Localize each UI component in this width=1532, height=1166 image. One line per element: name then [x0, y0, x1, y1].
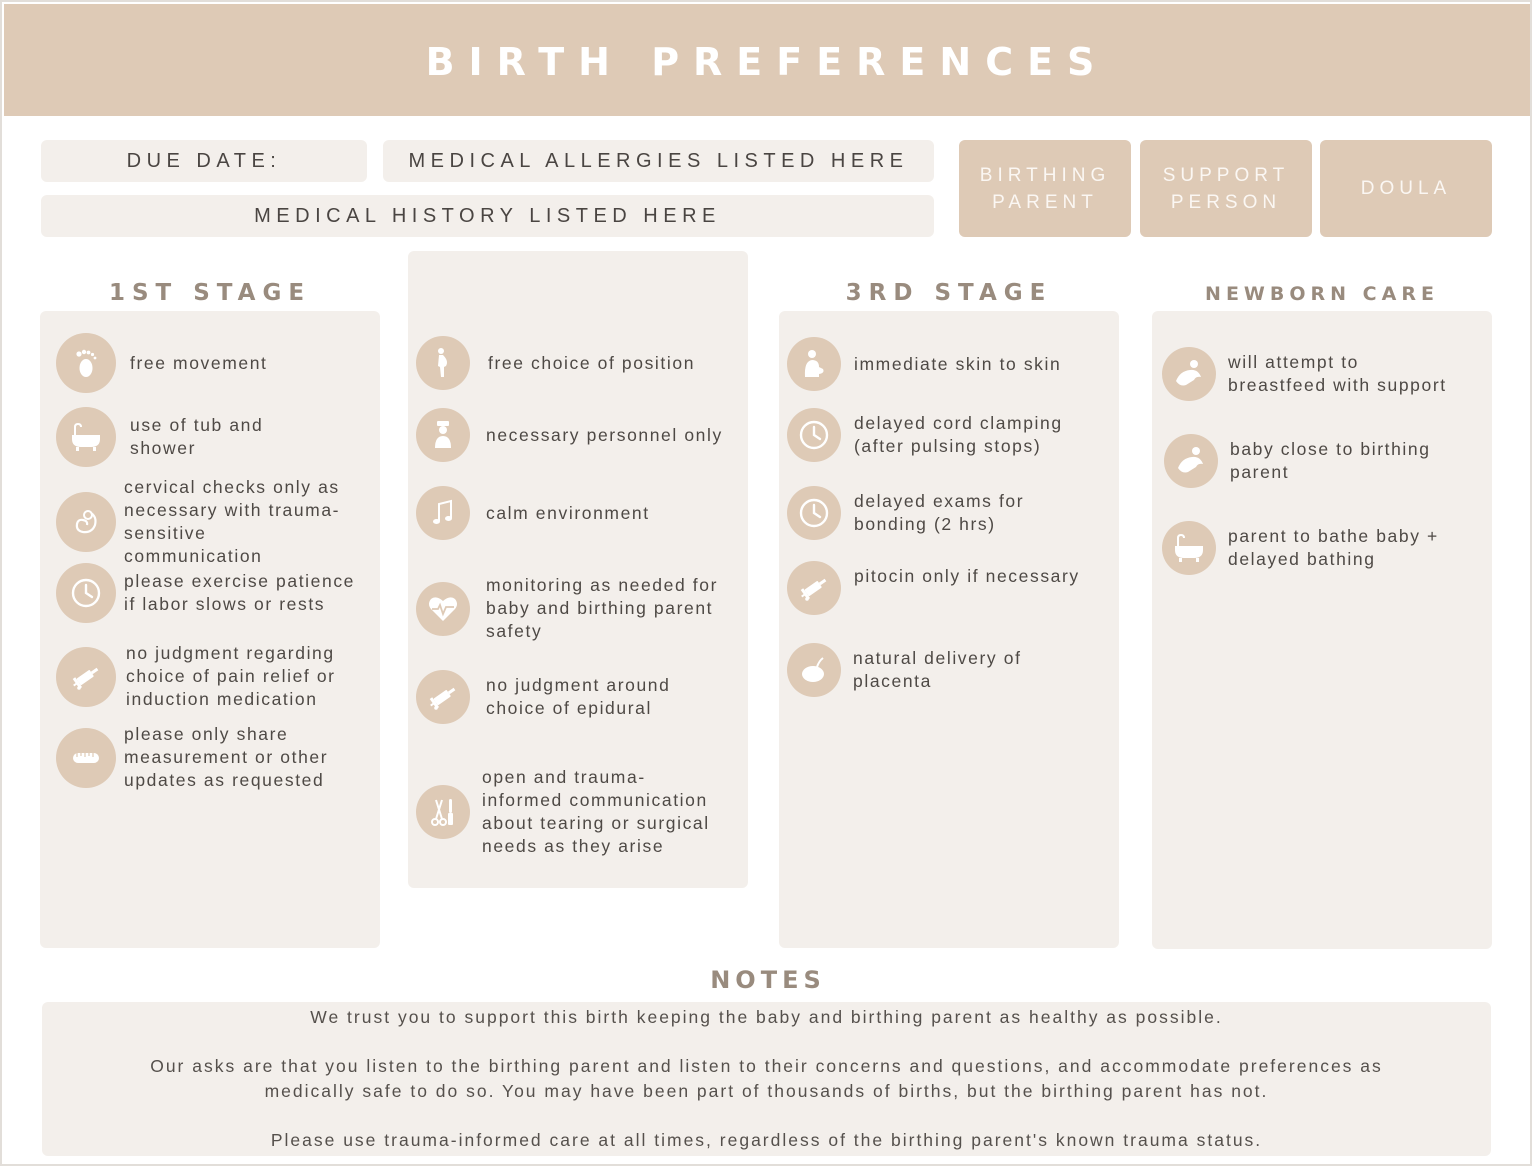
item-label: immediate skin to skin — [854, 353, 1062, 374]
newborn-care-panel — [1152, 311, 1492, 949]
notes-box[interactable] — [42, 1002, 1491, 1156]
item-label: cervical checks only as necessary with trauma- sensitive communication — [124, 477, 341, 566]
syringe-icon — [787, 561, 841, 615]
item-label: pitocin only if necessary — [854, 565, 1080, 586]
birthing-parent-box[interactable] — [959, 140, 1131, 237]
doula-label: DOULA — [1360, 178, 1452, 199]
page-title: BIRTH PREFERENCES — [425, 40, 1109, 84]
notes-title: NOTES — [710, 966, 826, 994]
stage-3-panel — [779, 311, 1119, 948]
item-label: free movement — [130, 352, 268, 373]
item-label: free choice of position — [488, 352, 696, 373]
bathtub-icon — [56, 407, 116, 467]
item-label: no judgment around choice of epidural — [486, 675, 671, 718]
clock-icon — [56, 563, 116, 623]
pregnant-person-icon — [416, 336, 470, 390]
list-item — [1162, 347, 1447, 401]
list-item — [416, 574, 718, 643]
notes-paragraph: We trust you to support this birth keeping the baby and birthing parent as healthy as possible. — [310, 1007, 1223, 1027]
list-item — [416, 408, 723, 462]
list-item — [56, 723, 328, 792]
list-item — [1164, 434, 1431, 488]
list-item — [416, 486, 650, 540]
item-label: parent to bathe baby + delayed bathing — [1228, 526, 1439, 569]
item-label: please exercise patience if labor slows or rests — [124, 571, 356, 614]
item-label: open and trauma- informed communication about tearing or surgical needs as they arise — [482, 767, 710, 856]
list-item — [416, 336, 695, 390]
notes-paragraph: Our asks are that you listen to the birthing parent and listen to their concerns and questions, and accommodate preferences as medically safe to do so. You may have been part of thousands of births, but the birthing parent has not. — [150, 1056, 1383, 1101]
notes-paragraph: Please use trauma-informed care at all times, regardless of the birthing parent's known trauma status. — [270, 1130, 1263, 1150]
list-item — [787, 561, 1080, 615]
breastfeeding-icon — [1162, 347, 1216, 401]
clock-icon — [787, 486, 841, 540]
list-item — [56, 642, 336, 711]
syringe-icon — [416, 670, 470, 724]
list-item — [787, 486, 1024, 540]
bathtub-icon — [1162, 521, 1216, 575]
list-item — [787, 643, 1022, 697]
nurse-icon — [416, 408, 470, 462]
item-label: natural delivery of placenta — [853, 648, 1022, 691]
clock-icon — [787, 408, 841, 462]
item-label: please only share measurement or other updates as requested — [124, 724, 329, 790]
list-item — [56, 476, 340, 568]
item-label: use of tub and shower — [130, 415, 264, 458]
heart-monitor-icon — [416, 582, 470, 636]
item-label: delayed exams for bonding (2 hrs) — [854, 491, 1025, 534]
support-person-label: SUPPORT PERSON — [1162, 164, 1290, 213]
list-item — [416, 670, 670, 724]
medical-history-field[interactable]: MEDICAL HISTORY LISTED HERE — [41, 195, 934, 237]
placenta-icon — [787, 643, 841, 697]
birthing-parent-label: BIRTHING PARENT — [979, 164, 1111, 213]
list-item — [787, 337, 1061, 391]
item-label: necessary personnel only — [486, 424, 723, 445]
list-item — [416, 766, 710, 858]
item-label: baby close to birthing parent — [1230, 439, 1431, 482]
medical-allergies-field[interactable]: MEDICAL ALLERGIES LISTED HERE — [383, 140, 934, 182]
breastfeeding-icon — [1164, 434, 1218, 488]
item-label: will attempt to breastfeed with support — [1228, 352, 1447, 395]
list-item — [1162, 521, 1439, 575]
surgical-tools-icon — [416, 785, 470, 839]
header-banner — [4, 4, 1530, 116]
item-label: no judgment regarding choice of pain relief or induction medication — [126, 643, 336, 709]
list-item — [56, 333, 268, 393]
due-date-field[interactable]: DUE DATE: — [41, 140, 367, 182]
newborn-care-title: NEWBORN CARE — [1205, 283, 1439, 305]
item-label: delayed cord clamping (after pulsing stops) — [854, 413, 1063, 456]
list-item — [56, 563, 355, 623]
stage-1-title: 1ST STAGE — [108, 280, 312, 306]
measuring-tape-icon — [56, 728, 116, 788]
music-note-icon — [416, 486, 470, 540]
syringe-icon — [56, 647, 116, 707]
stage-3-title: 3RD STAGE — [845, 280, 1053, 306]
parent-baby-icon — [787, 337, 841, 391]
item-label: monitoring as needed for baby and birthing parent safety — [486, 575, 718, 641]
fetus-icon — [56, 492, 116, 552]
doula-box[interactable] — [1320, 140, 1492, 237]
list-item — [56, 407, 263, 467]
support-person-box[interactable] — [1140, 140, 1312, 237]
footprint-icon — [56, 333, 116, 393]
item-label: calm environment — [486, 502, 650, 523]
list-item — [787, 408, 1063, 462]
